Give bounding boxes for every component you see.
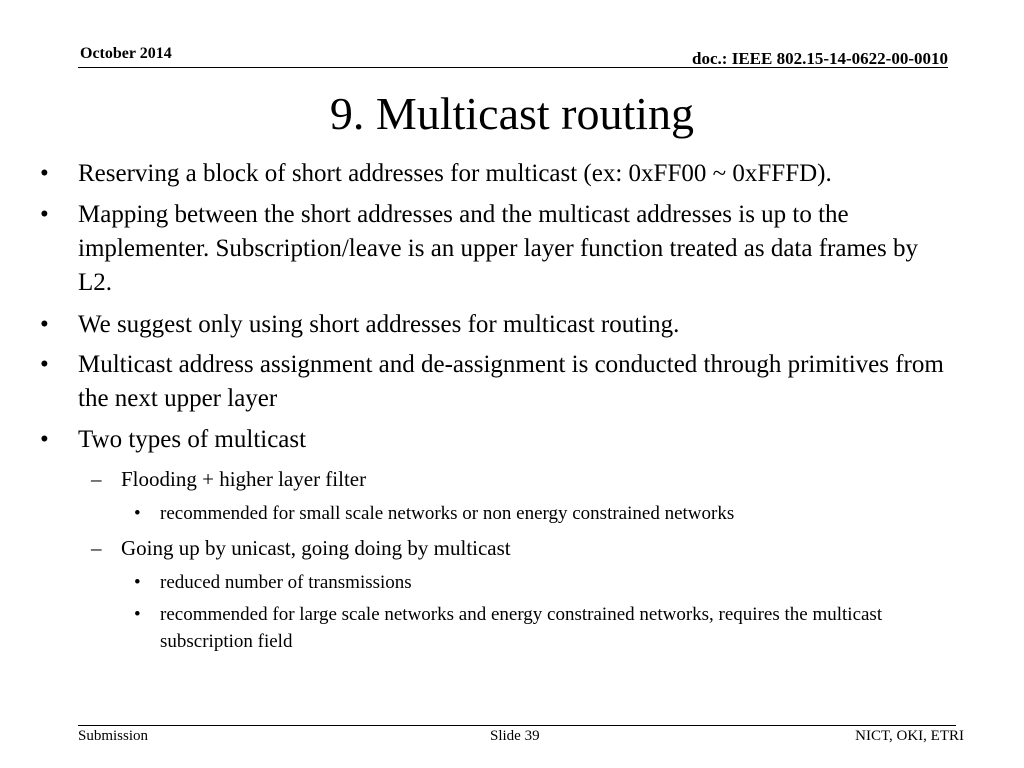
footer-authors: NICT, OKI, ETRI [855, 728, 964, 744]
header-doc-id: doc.: IEEE 802.15-14-0622-00-0010 [692, 49, 948, 68]
header-divider [78, 67, 948, 68]
bullet-short-addresses: • We suggest only using short addresses for multicast routing. [78, 308, 958, 342]
bullet-reserving-addresses: • Reserving a block of short addresses for multicast (ex: 0xFF00 ~ 0xFFFD). [78, 157, 958, 191]
footer-slide-number: Slide 39 [490, 728, 540, 744]
subbullet-flooding: – Flooding + higher layer filter [121, 464, 951, 494]
bullet-two-types: • Two types of multicast [78, 423, 958, 457]
footer-submission: Submission [78, 728, 149, 744]
subsubbullet-reduced-transmissions: • reduced number of transmissions [160, 569, 960, 596]
subsubbullet-small-scale: • recommended for small scale networks or non energy constrained networks [160, 500, 960, 527]
footer-divider [78, 725, 956, 726]
bullet-mapping: • Mapping between the short addresses and the multicast addresses is up to the implementer. Subscription/leave is an upper layer function treated as data frames by L2. [78, 198, 958, 300]
subbullet-unicast-multicast: – Going up by unicast, going doing by multicast [121, 533, 951, 563]
subsubbullet-large-scale: • recommended for large scale networks and energy constrained networks, requires the multicast subscription field [160, 601, 960, 655]
header-date: October 2014 [80, 45, 172, 62]
slide-title: 9. Multicast routing [329, 88, 695, 139]
bullet-assignment: • Multicast address assignment and de-assignment is conducted through primitives from the next upper layer [78, 348, 958, 416]
